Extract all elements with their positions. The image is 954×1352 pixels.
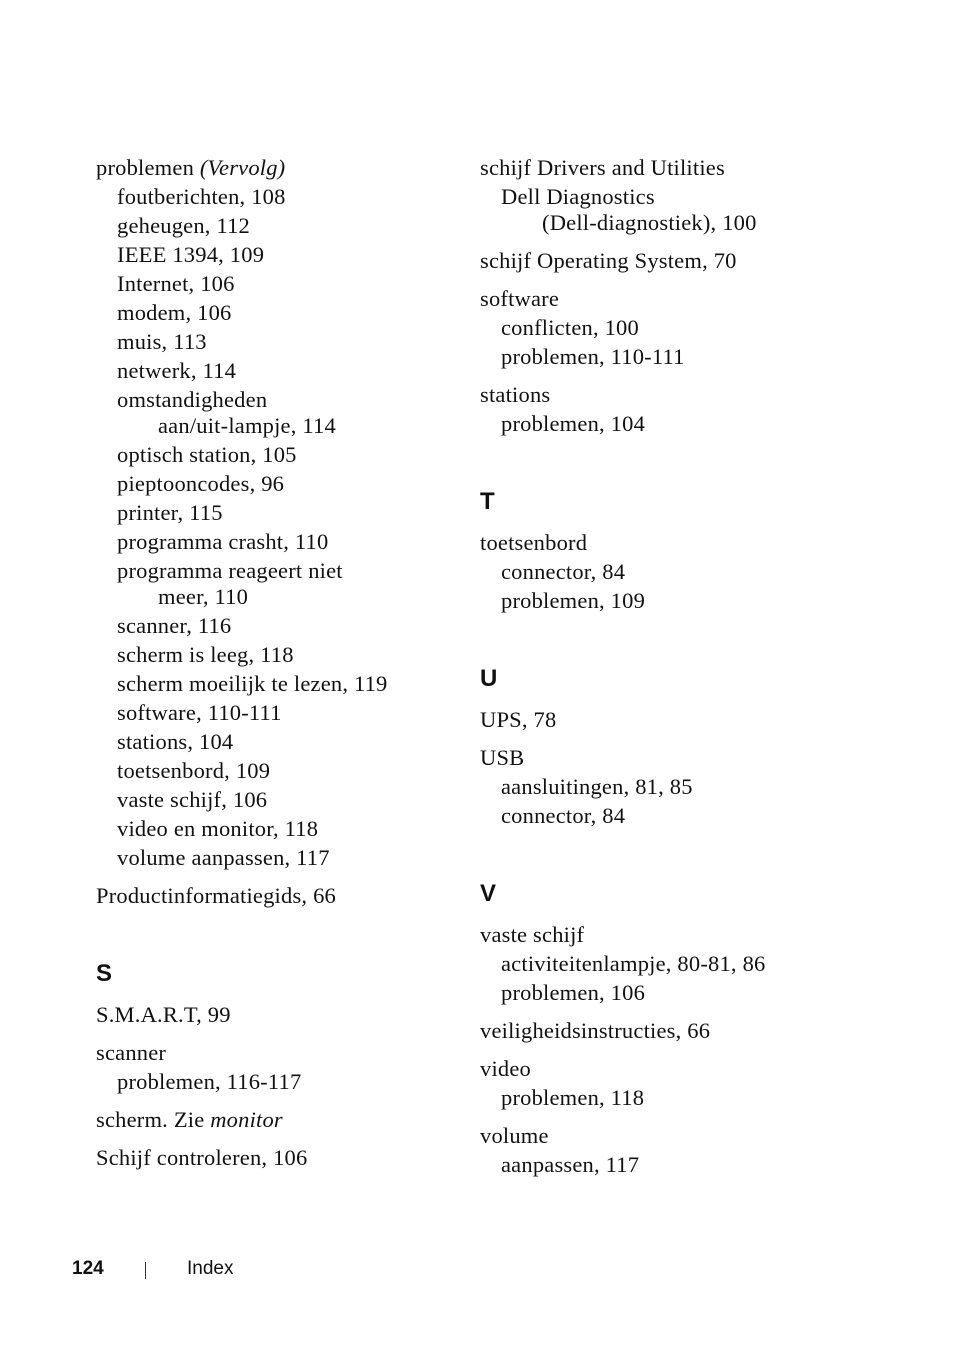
index-text: connector, 84 (501, 803, 626, 828)
index-term (480, 920, 840, 949)
index-subterm (501, 978, 840, 1007)
index-text: USB (480, 745, 525, 770)
index-text: schijf Drivers and Utilities (480, 155, 725, 180)
index-text: schijf Operating System, 70 (480, 248, 737, 273)
index-text: software (480, 286, 560, 311)
index-column-left (96, 153, 456, 1181)
index-text: aan/uit-lampje, 114 (158, 413, 336, 438)
index-subterm-continuation (158, 411, 456, 440)
index-subterm (117, 211, 456, 240)
index-text: S.M.A.R.T, 99 (96, 1002, 231, 1027)
index-text: video en monitor, 118 (117, 816, 319, 841)
index-text: activiteitenlampje, 80-81, 86 (501, 951, 766, 976)
index-entry (480, 1121, 840, 1179)
index-text: pieptooncodes, 96 (117, 471, 285, 496)
index-subterm (501, 409, 840, 438)
index-text: problemen (96, 155, 195, 180)
index-text: printer, 115 (117, 500, 223, 525)
index-text: aanpassen, 117 (501, 1152, 640, 1177)
index-text: UPS, 78 (480, 707, 557, 732)
index-subterm (117, 843, 456, 872)
index-term (96, 1143, 456, 1172)
index-text: connector, 84 (501, 559, 626, 584)
index-entry (480, 528, 840, 615)
index-term (96, 881, 456, 910)
index-text: veiligheidsinstructies, 66 (480, 1018, 711, 1043)
index-text: scanner (96, 1040, 167, 1065)
index-entry (96, 1038, 456, 1096)
index-text: muis, 113 (117, 329, 207, 354)
index-subterm (117, 469, 456, 498)
section-letter: V (480, 880, 497, 907)
index-term (480, 705, 840, 734)
index-subterm (117, 727, 456, 756)
index-text: problemen, 110-111 (501, 344, 685, 369)
index-subterm (501, 586, 840, 615)
index-term (480, 246, 840, 275)
index-entry (96, 881, 456, 910)
index-entry (480, 246, 840, 275)
index-text: scanner, 116 (117, 613, 232, 638)
index-entry (480, 1016, 840, 1045)
index-subterm (117, 269, 456, 298)
index-text: volume aanpassen, 117 (117, 845, 330, 870)
index-text: toetsenbord (480, 530, 588, 555)
index-subterm (117, 669, 456, 698)
index-entry (96, 1143, 456, 1172)
index-subterm (117, 440, 456, 469)
index-entry (480, 920, 840, 1007)
index-subterm (117, 182, 456, 211)
index-term (480, 1121, 840, 1150)
index-subterm (117, 385, 456, 414)
index-text: omstandigheden (117, 387, 268, 412)
index-column-right (480, 153, 840, 1188)
index-subterm (117, 327, 456, 356)
index-entry (96, 1105, 456, 1134)
index-entry (480, 380, 840, 438)
index-text: Dell Diagnostics (501, 184, 655, 209)
index-text: stations, 104 (117, 729, 234, 754)
index-text: scherm is leeg, 118 (117, 642, 294, 667)
index-subterm (117, 1067, 456, 1096)
index-text: optisch station, 105 (117, 442, 297, 467)
index-text: programma reageert niet (117, 558, 343, 583)
index-text: conflicten, 100 (501, 315, 639, 340)
index-text: volume (480, 1123, 549, 1148)
index-subterm (117, 527, 456, 556)
index-subterm (117, 498, 456, 527)
index-entry (480, 153, 840, 237)
index-entry (480, 705, 840, 734)
index-text: modem, 106 (117, 300, 232, 325)
index-term (480, 528, 840, 557)
index-subterm (501, 313, 840, 342)
index-text: stations (480, 382, 551, 407)
index-text: netwerk, 114 (117, 358, 237, 383)
index-text: (Dell-diagnostiek), 100 (542, 210, 757, 235)
index-term (480, 284, 840, 313)
index-subterm (501, 182, 840, 211)
index-text: software, 110-111 (117, 700, 282, 725)
index-term (96, 1038, 456, 1067)
index-subterm (501, 772, 840, 801)
index-subterm (117, 698, 456, 727)
index-term (480, 1054, 840, 1083)
index-entry (96, 1000, 456, 1029)
index-subterm (117, 356, 456, 385)
index-subterm (117, 298, 456, 327)
index-subterm (501, 949, 840, 978)
index-text: vaste schijf, 106 (117, 787, 268, 812)
index-entry (480, 1054, 840, 1112)
footer-page-number: 124 (72, 1258, 104, 1279)
index-text: IEEE 1394, 109 (117, 242, 265, 267)
index-subterm-continuation (542, 208, 840, 237)
index-subterm (501, 801, 840, 830)
index-subterm (501, 1150, 840, 1179)
section-letter: U (480, 665, 498, 692)
index-subterm (117, 556, 456, 585)
index-italic-text: (Vervolg) (199, 155, 286, 180)
index-subterm (501, 557, 840, 586)
index-text: Productinformatiegids, 66 (96, 883, 336, 908)
index-term (480, 1016, 840, 1045)
index-subterm (117, 240, 456, 269)
index-text: geheugen, 112 (117, 213, 250, 238)
index-text: scherm. Zie (96, 1107, 205, 1132)
index-text: vaste schijf (480, 922, 585, 947)
index-subterm (117, 814, 456, 843)
index-subterm (117, 785, 456, 814)
index-term (96, 153, 456, 182)
index-subterm (501, 1083, 840, 1112)
index-subterm (501, 342, 840, 371)
section-letter: T (480, 488, 495, 515)
index-text: meer, 110 (158, 584, 249, 609)
index-text: video (480, 1056, 531, 1081)
index-text: problemen, 109 (501, 588, 646, 613)
index-text: foutberichten, 108 (117, 184, 286, 209)
index-subterm (117, 756, 456, 785)
index-subterm-continuation (158, 582, 456, 611)
footer-label: Index (187, 1258, 234, 1279)
index-entry (96, 153, 456, 872)
index-entry (480, 743, 840, 830)
index-subterm (117, 611, 456, 640)
index-subterm (117, 640, 456, 669)
footer-separator (145, 1262, 146, 1279)
index-text: programma crasht, 110 (117, 529, 329, 554)
index-italic-text: monitor (210, 1107, 283, 1132)
index-term (480, 743, 840, 772)
index-term (96, 1105, 456, 1134)
index-term (96, 1000, 456, 1029)
index-entry (480, 284, 840, 371)
index-text: problemen, 116-117 (117, 1069, 302, 1094)
index-text: scherm moeilijk te lezen, 119 (117, 671, 388, 696)
index-text: Internet, 106 (117, 271, 235, 296)
index-text: Schijf controleren, 106 (96, 1145, 308, 1170)
index-term (480, 153, 840, 182)
index-text: problemen, 106 (501, 980, 646, 1005)
index-text: aansluitingen, 81, 85 (501, 774, 693, 799)
section-letter: S (96, 960, 113, 987)
index-term (480, 380, 840, 409)
index-text: toetsenbord, 109 (117, 758, 271, 783)
index-text: problemen, 104 (501, 411, 646, 436)
index-text: problemen, 118 (501, 1085, 645, 1110)
